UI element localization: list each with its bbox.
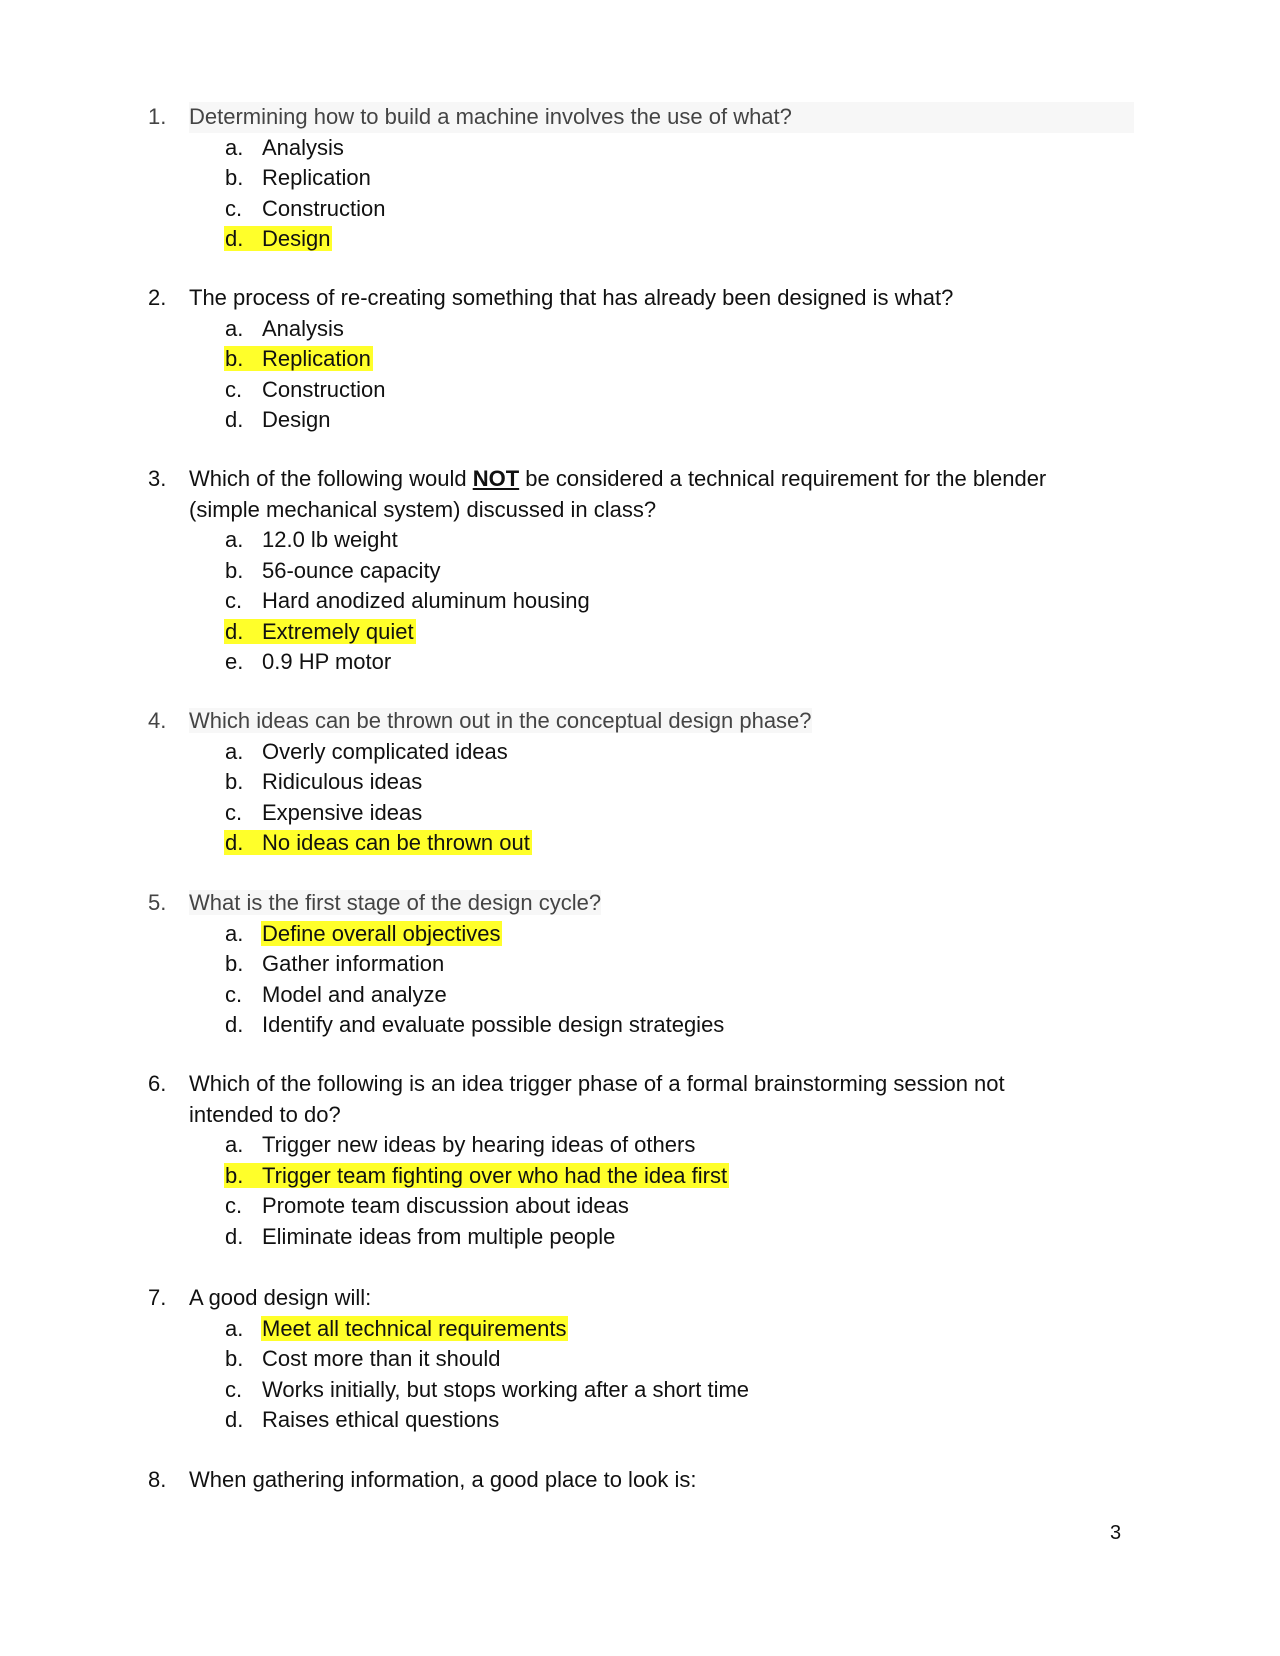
emphasis-not: NOT: [472, 466, 520, 491]
option-d: d. Raises ethical questions: [225, 1407, 500, 1432]
option-a: a. Overly complicated ideas: [225, 738, 508, 764]
question-text: 1. Determining how to build a machine involves the use of what?: [148, 102, 1138, 133]
question-number: 4.: [148, 708, 167, 733]
option-b: b. 56-ounce capacity: [225, 557, 441, 583]
option-d-highlighted: d. Extremely quiet: [225, 618, 414, 644]
options-list: [225, 1314, 1138, 1436]
option-b-highlighted: b. Trigger team fighting over who had the idea first: [225, 1162, 728, 1188]
option-b: b. Replication: [225, 165, 371, 190]
option-a: a. Analysis: [225, 134, 344, 160]
question-number: 8.: [148, 1467, 167, 1492]
option-b: b. Ridiculous ideas: [225, 769, 423, 794]
question-text: 6. Which of the following is an idea trigger phase of a formal brainstorming session not intended to do?: [148, 1071, 1005, 1127]
question-7: [148, 1283, 1138, 1436]
options-list: [225, 1130, 1138, 1252]
options-list: [225, 133, 1138, 255]
question-text: 2. The process of re-creating something that has already been designed is what?: [148, 283, 1138, 314]
question-1: [148, 102, 1138, 255]
option-c: c. Construction: [225, 195, 386, 221]
option-a-highlighted: a. Define overall objectives: [225, 920, 501, 946]
question-3: [148, 464, 1138, 678]
options-list: [225, 737, 1138, 859]
option-d: d. Eliminate ideas from multiple people: [225, 1223, 616, 1249]
options-list: [225, 314, 1138, 436]
question-text: 7. A good design will:: [148, 1283, 1138, 1314]
question-number: 1.: [148, 104, 167, 129]
option-b-highlighted: b. Replication: [225, 346, 371, 371]
option-a-highlighted: a. Meet all technical requirements: [225, 1315, 567, 1341]
options-list: [225, 919, 1138, 1041]
options-list: [225, 525, 1138, 678]
question-6: [148, 1069, 1138, 1252]
page-number: 3: [1110, 1522, 1122, 1544]
option-d: d. Identify and evaluate possible design strategies: [225, 1012, 725, 1037]
option-c: c. Expensive ideas: [225, 799, 423, 825]
question-text: 4. Which ideas can be thrown out in the conceptual design phase?: [148, 706, 1138, 737]
question-text: 3. Which of the following would NOT be considered a technical requirement for the blender (simple mechanical system) discussed in class?: [148, 466, 1047, 522]
option-b: b. Gather information: [225, 951, 445, 976]
question-number: 3.: [148, 466, 167, 491]
option-a: a. Analysis: [225, 315, 344, 341]
option-d: d. Design: [225, 407, 331, 432]
question-number: 5.: [148, 890, 167, 915]
question-5: [148, 888, 1138, 1041]
option-e: e. 0.9 HP motor: [225, 649, 392, 674]
question-2: [148, 283, 1138, 436]
option-c: c. Promote team discussion about ideas: [225, 1193, 629, 1218]
question-text: 8. When gathering information, a good place to look is:: [148, 1465, 1138, 1496]
option-a: a. 12.0 lb weight: [225, 527, 398, 552]
option-b: b. Cost more than it should: [225, 1346, 501, 1371]
question-number: 2.: [148, 285, 167, 310]
question-number: 7.: [148, 1285, 167, 1310]
question-8: [148, 1465, 1138, 1496]
option-c: c. Construction: [225, 376, 386, 402]
option-d-highlighted: d. No ideas can be thrown out: [225, 830, 530, 855]
option-d-highlighted: d. Design: [225, 226, 331, 251]
question-number: 6.: [148, 1071, 167, 1096]
option-c: c. Hard anodized aluminum housing: [225, 588, 590, 613]
question-text: 5. What is the first stage of the design cycle?: [148, 888, 1138, 919]
question-4: [148, 706, 1138, 859]
option-a: a. Trigger new ideas by hearing ideas of others: [225, 1132, 696, 1157]
option-c: c. Model and analyze: [225, 981, 447, 1007]
option-c: c. Works initially, but stops working after a short time: [225, 1376, 750, 1402]
